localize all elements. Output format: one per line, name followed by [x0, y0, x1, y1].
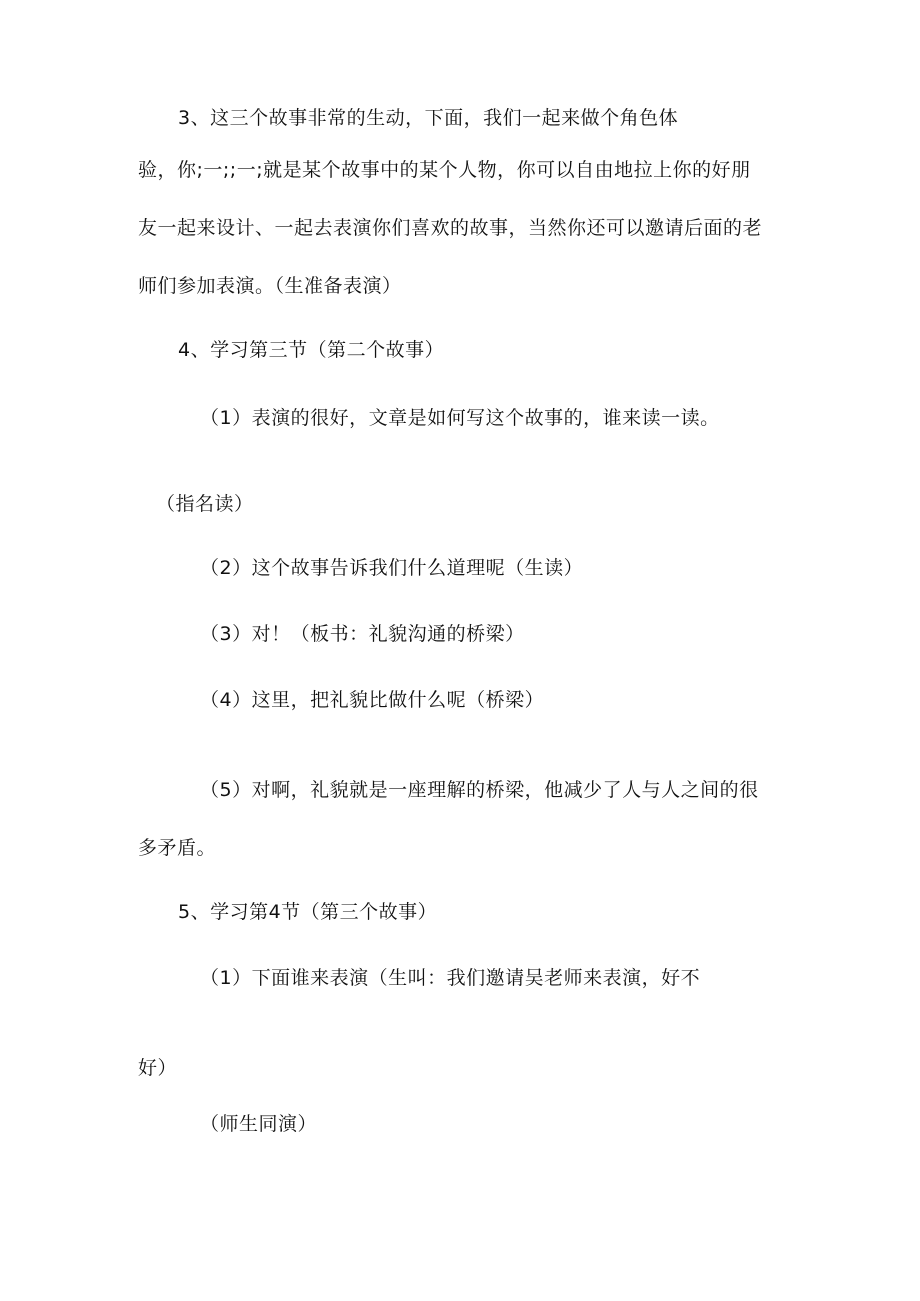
text-line-1: 3、这三个故事非常的生动，下面，我们一起来做个角色体 [178, 107, 679, 129]
text-line-12: 多矛盾。 [138, 837, 217, 859]
text-line-8: （2）这个故事告诉我们什么道理呢（生读） [200, 557, 584, 579]
text-line-3: 友一起来设计、一起去表演你们喜欢的故事，当然你还可以邀请后面的老 [138, 217, 763, 239]
section-heading-4: 4、学习第三节（第二个故事） [178, 339, 445, 361]
text-line-16: （师生同演） [200, 1113, 318, 1135]
text-line-15: 好） [138, 1057, 178, 1079]
text-line-9: （3）对！（板书：礼貌沟通的桥梁） [200, 623, 525, 645]
section-heading-5: 5、学习第4节（第三个故事） [178, 901, 438, 923]
text-line-10: （4）这里，把礼貌比做什么呢（桥梁） [200, 689, 545, 711]
text-line-6: （1）表演的很好，文章是如何写这个故事的，谁来读一读。 [200, 407, 720, 429]
text-line-14: （1）下面谁来表演（生叫：我们邀请吴老师来表演，好不 [200, 967, 701, 989]
text-line-4: 师们参加表演。（生准备表演） [138, 275, 402, 297]
text-line-7: （指名读） [156, 493, 254, 515]
text-line-11: （5）对啊，礼貌就是一座理解的桥梁，他减少了人与人之间的很 [200, 779, 759, 801]
text-line-2: 验，你;一;;一;就是某个故事中的某个人物，你可以自由地拉上你的好朋 [138, 159, 751, 181]
